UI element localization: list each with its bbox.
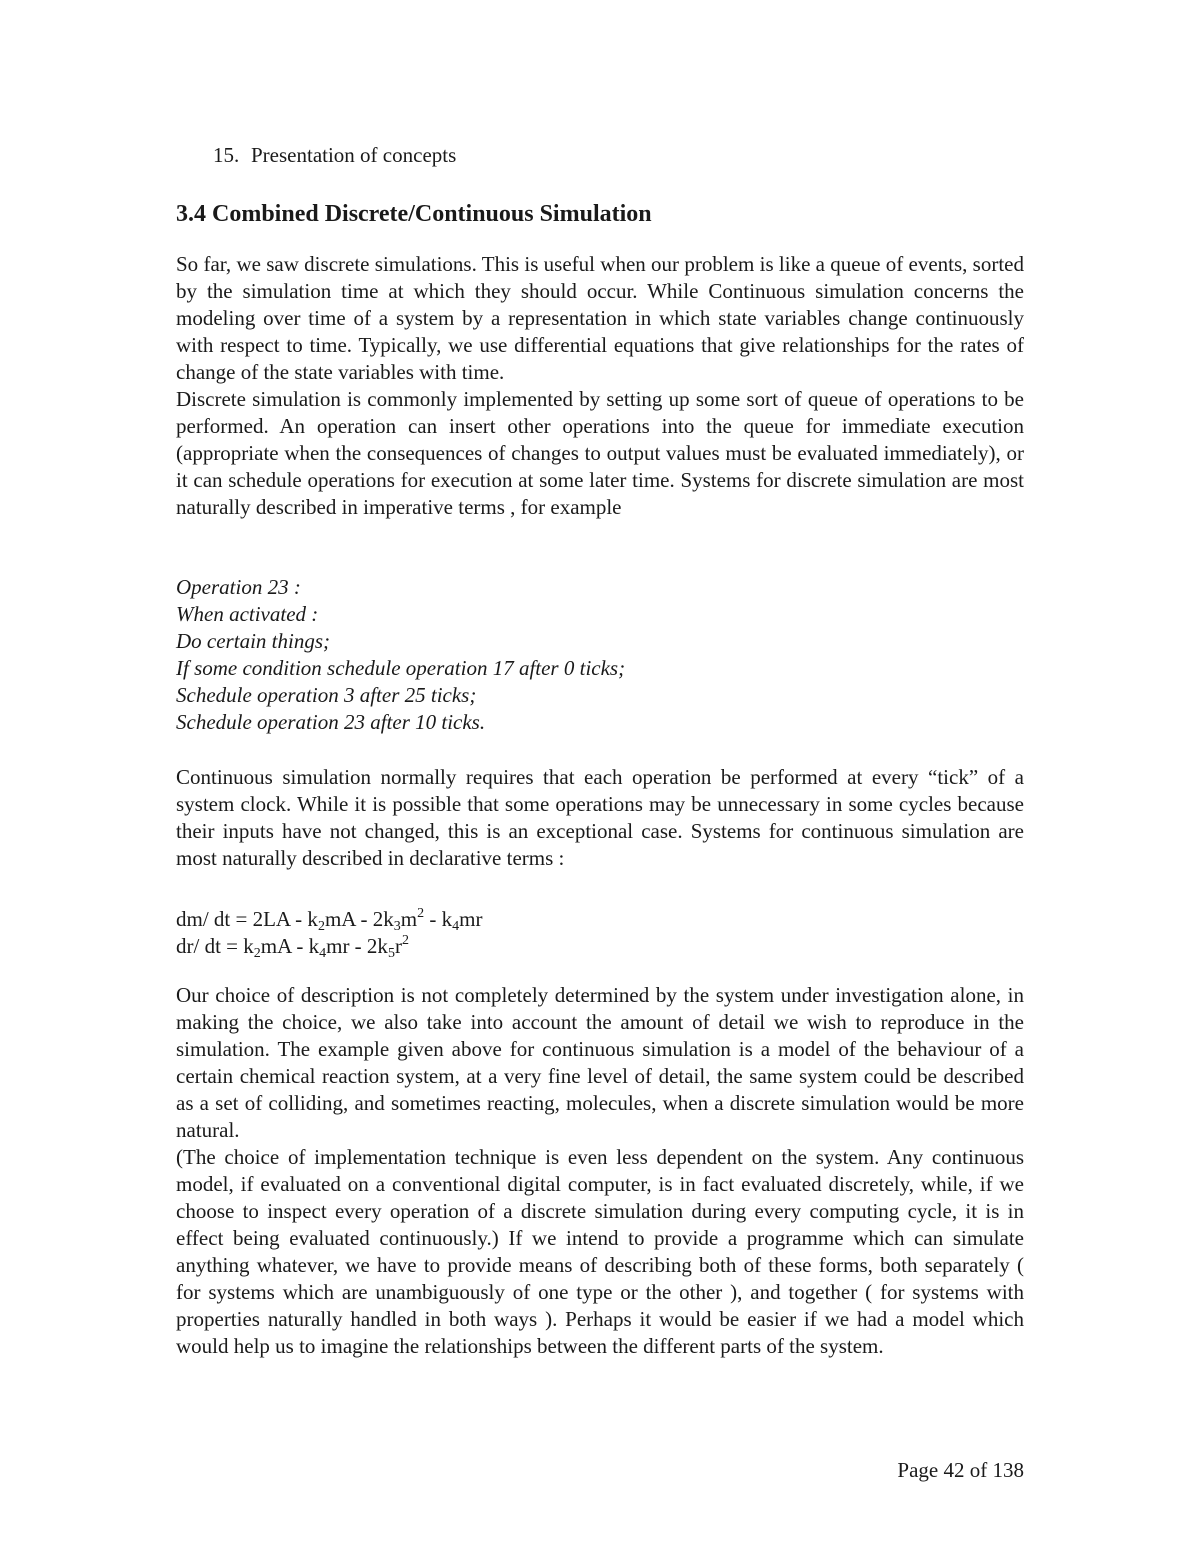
code-example	[176, 574, 625, 736]
paragraph-intro: So far, we saw discrete simulations. This is useful when our problem is like a queue of events, sorted by the simulation time at which they should occur. While Continuous simulation concerns the modeling over time of a system by a representation in which state variables change continuously with respect to time. Typically, we use differential equations that give relationships for the rates of change of the state variables with time.	[176, 252, 1024, 384]
section-heading: 3.4 Combined Discrete/Continuous Simulation	[176, 201, 652, 227]
code-line: Do certain things;	[176, 629, 330, 653]
paragraph-discrete: Discrete simulation is commonly implemented by setting up some sort of queue of operations to be performed. An operation can insert other operations into the queue for immediate execution (appropriate when the consequences of changes to output values must be evaluated immediately), or it can schedule operations for execution at some later time. Systems for discrete simulation are most naturally described in imperative terms , for example	[176, 387, 1024, 519]
list-text: Presentation of concepts	[251, 143, 457, 167]
code-line: When activated :	[176, 602, 319, 626]
paragraph-continuous: Continuous simulation normally requires that each operation be performed at every “tick” of a system clock. While it is possible that some operations may be unnecessary in some cycles because their inputs have not changed, this is an exceptional case. Systems for continuous simulation are most naturally described in declarative terms :	[176, 765, 1024, 870]
paragraph-implementation: (The choice of implementation technique is even less dependent on the system. Any continuous model, if evaluated on a conventional digital computer, is in fact evaluated discretely, while, if we choose to inspect every operation of a discrete simulation during every computing cycle, it is in effect being evaluated continuously.) If we intend to provide a programme which can simulate anything whatever, we have to provide means of describing both of these forms, both separately ( for systems which are unambiguously of one type or the other ), and together ( for systems with properties naturally handled in both ways ). Perhaps it would be easier if we had a model which would help us to imagine the relationships between the different parts of the system.	[176, 1145, 1024, 1358]
equation-dm-dt: dm/ dt = $2LA - k_2mA - 2k_3m^2 - k_4mr$	[176, 906, 483, 934]
code-line: If some condition schedule operation 17 after 0 ticks;	[176, 656, 626, 680]
equation-dr-dt: dr/ dt = $k_2mA - k_4mr - 2k_5r^2$	[176, 933, 409, 961]
list-item	[213, 141, 456, 169]
page-number: Page 42 of 138	[897, 1458, 1024, 1482]
code-line: Schedule operation 3 after 25 ticks;	[176, 683, 477, 707]
list-number: 15.	[213, 143, 240, 167]
paragraph-choice: Our choice of description is not completely determined by the system under investigation alone, in making the choice, we also take into account the amount of detail we wish to reproduce in the simulation. The example given above for continuous simulation is a model of the behaviour of a certain chemical reaction system, at a very fine level of detail, the same system could be described as a set of colliding, and sometimes reacting, molecules, when a discrete simulation would be more natural.	[176, 983, 1024, 1142]
code-line: Operation 23 :	[176, 575, 301, 599]
code-line: Schedule operation 23 after 10 ticks.	[176, 710, 486, 734]
